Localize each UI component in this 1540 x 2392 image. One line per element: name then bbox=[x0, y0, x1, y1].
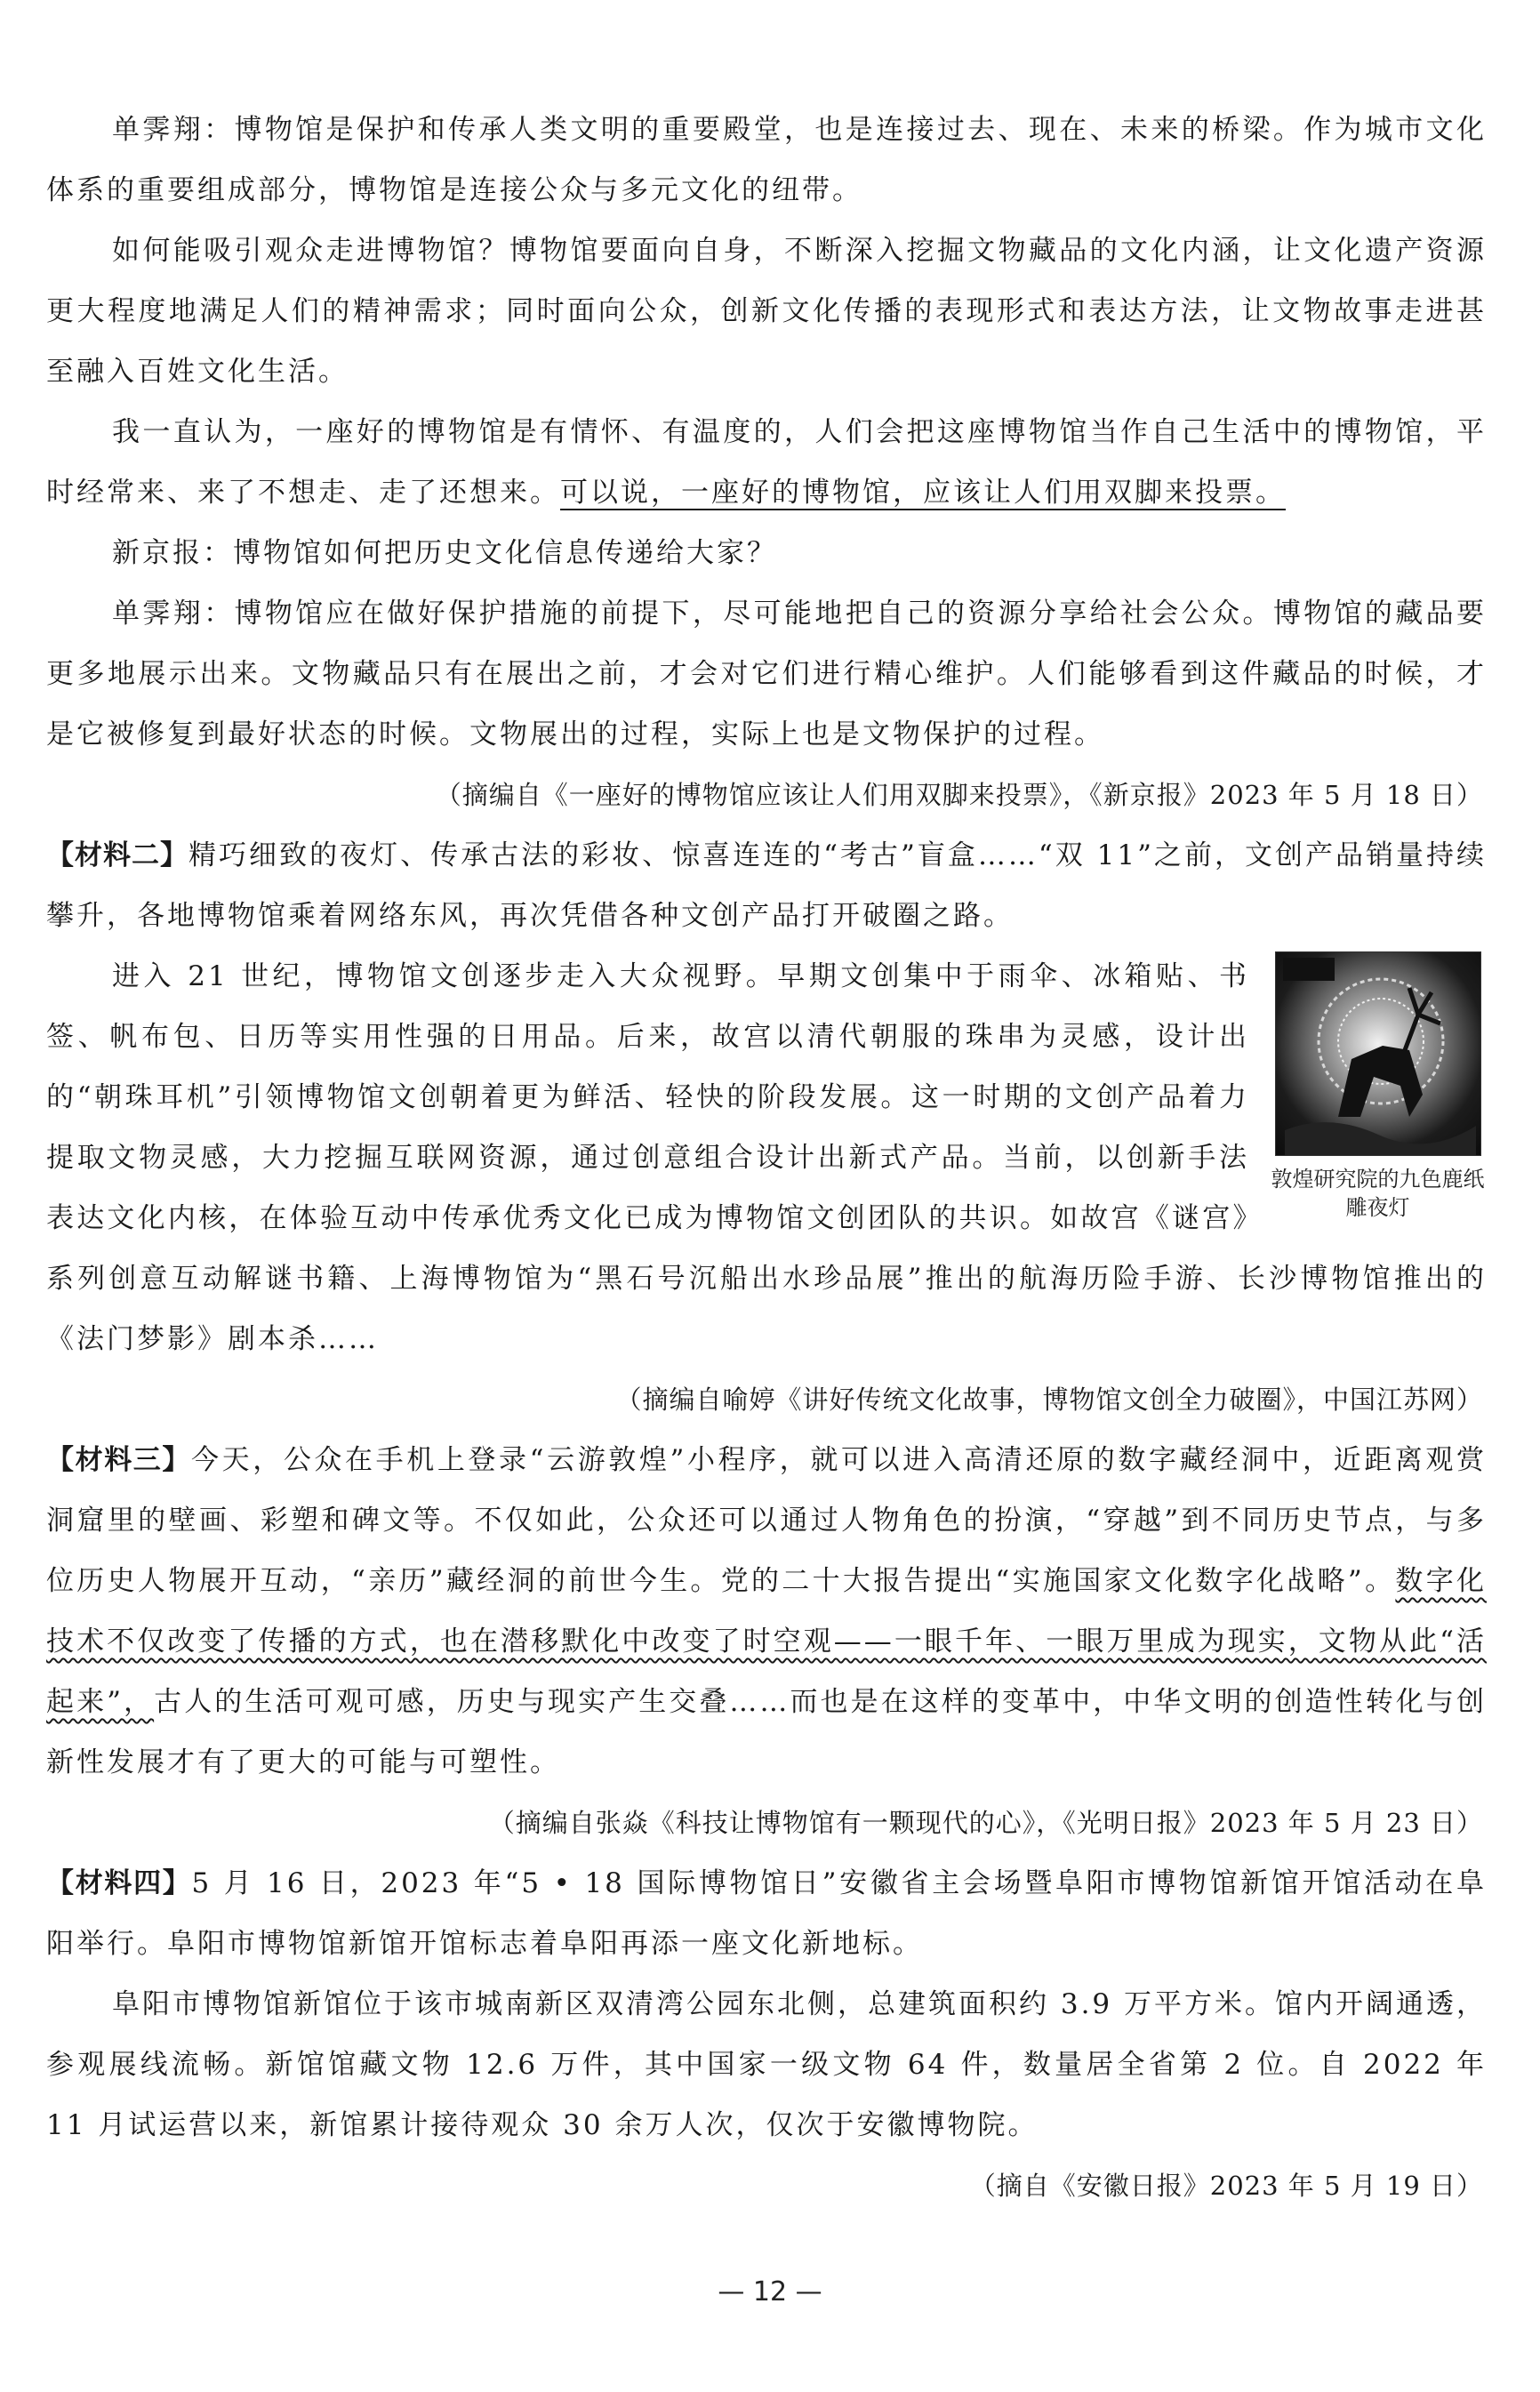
deer-lamp-image bbox=[1275, 951, 1481, 1156]
material4-text-1: 5 月 16 日，2023 年“5 • 18 国际博物馆日”安徽省主会场暨阜阳市博物馆新馆开馆活动在阜阳举行。阜阳市博物馆新馆开馆标志着阜阳再添一座文化新地标。 bbox=[46, 1867, 1488, 1960]
source-citation-3: （摘编自张焱《科技让博物馆有一颗现代的心》，《光明日报》2023 年 5 月 23 日） bbox=[488, 1808, 1483, 1838]
material2-paragraph-1 bbox=[46, 825, 1487, 946]
page-number: — 12 — bbox=[718, 2276, 822, 2308]
material3-label: 【材料三】 bbox=[46, 1444, 192, 1476]
wavy-underlined-sentence: 数字化技术不仅改变了传播的方式，也在潜移默化中改变了时空观——一眼千年、一眼万里成为现实，文物从此“活起来”， bbox=[46, 1565, 1487, 1718]
material4-paragraph-2: 阜阳市博物馆新馆位于该市城南新区双清湾公园东北侧，总建筑面积约 3.9 万平方米。馆内开阔通透，参观展线流畅。新馆馆藏文物 12.6 万件，其中国家一级文物 64 件，数量居全省第 2 位。自 2022 年 11 月试运营以来，新馆累计接待观众 30 余万人次，仅次于安徽博物院。 bbox=[46, 1988, 1488, 2141]
source-citation-1: （摘编自《一座好的博物馆应该让人们用双脚来投票》，《新京报》2023 年 5 月 18 日） bbox=[435, 780, 1483, 810]
material4-paragraph-1 bbox=[46, 1853, 1487, 1974]
article-body bbox=[46, 100, 1487, 2216]
interview-paragraph-2: 如何能吸引观众走进博物馆？博物馆要面向自身，不断深入挖掘文物藏品的文化内涵，让文化遗产资源更大程度地满足人们的精神需求；同时面向公众，创新文化传播的表现形式和表达方法，让文物故事走进甚至融入百姓文化生活。 bbox=[46, 235, 1487, 388]
material4-label: 【材料四】 bbox=[46, 1867, 192, 1899]
material2-text-2: 进入 21 世纪，博物馆文创逐步走入大众视野。早期文创集中于雨伞、冰箱贴、书签、帆布包、日历等实用性强的日用品。后来，故宫以清代朝服的珠串为灵感，设计出的“朝珠耳机”引领博物馆文创朝着更为鲜活、轻快的阶段发展。这一时期的文创产品着力提取文物灵感，大力挖掘互联网资源，通过创意组合设计出新式产品。当前，以创新手法表达文化内核，在体验互动中传承优秀文化已成为博物馆文创团队的共识。如故宫《谜宫》系列创意互动解谜书籍、上海博物馆为“黑石号沉船出水珍品展”推出的航海历险手游、长沙博物馆推出的《法门梦影》剧本杀…… bbox=[46, 960, 1487, 1355]
material3-paragraph bbox=[46, 1430, 1487, 1793]
interview-paragraph-3 bbox=[46, 402, 1487, 523]
source-citation-4: （摘自《安徽日报》2023 年 5 月 19 日） bbox=[969, 2171, 1483, 2201]
source-citation-2: （摘编自喻婷《讲好传统文化故事，博物馆文创全力破圈》，中国江苏网） bbox=[615, 1385, 1483, 1415]
interview-paragraph-3-text: 我一直认为，一座好的博物馆是有情怀、有温度的，人们会把这座博物馆当作自己生活中的博物馆，平时经常来、来了不想走、走了还想来。 bbox=[46, 416, 1487, 509]
underlined-sentence: 可以说，一座好的博物馆，应该让人们用双脚来投票。 bbox=[560, 477, 1286, 509]
material2-paragraph-2 bbox=[46, 946, 1487, 1369]
interview-question: 新京报：博物馆如何把历史文化信息传递给大家？ bbox=[112, 537, 777, 569]
material3-text-a: 今天，公众在手机上登录“云游敦煌”小程序，就可以进入高清还原的数字藏经洞中，近距离观赏洞窟里的壁画、彩塑和碑文等。不仅如此，公众还可以通过人物角色的扮演，“穿越”到不同历史节点，与多位历史人物展开互动，“亲历”藏经洞的前世今生。党的二十大报告提出“实施国家文化数字化战略”。 bbox=[46, 1444, 1487, 1597]
material2-text-1: 精巧细致的夜灯、传承古法的彩妆、惊喜连连的“考古”盲盒……“双 11”之前，文创产品销量持续攀升，各地博物馆乘着网络东风，再次凭借各种文创产品打开破圈之路。 bbox=[46, 839, 1488, 932]
figure-caption: 敦煌研究院的九色鹿纸雕夜灯 bbox=[1271, 1167, 1485, 1220]
interview-paragraph-5: 单霁翔：博物馆应在做好保护措施的前提下，尽可能地把自己的资源分享给社会公众。博物馆的藏品要更多地展示出来。文物藏品只有在展出之前，才会对它们进行精心维护。人们能够看到这件藏品的时候，才是它被修复到最好状态的时候。文物展出的过程，实际上也是文物保护的过程。 bbox=[46, 598, 1487, 751]
material2-label: 【材料二】 bbox=[46, 839, 189, 871]
material3-text-b: 古人的生活可观可感，历史与现实产生交叠……而也是在这样的变革中，中华文明的创造性转化与创新性发展才有了更大的可能与可塑性。 bbox=[46, 1686, 1487, 1778]
figure-paper-lamp bbox=[1269, 951, 1487, 1222]
interview-paragraph-1: 单霁翔：博物馆是保护和传承人类文明的重要殿堂，也是连接过去、现在、未来的桥梁。作为城市文化体系的重要组成部分，博物馆是连接公众与多元文化的纽带。 bbox=[46, 114, 1487, 206]
